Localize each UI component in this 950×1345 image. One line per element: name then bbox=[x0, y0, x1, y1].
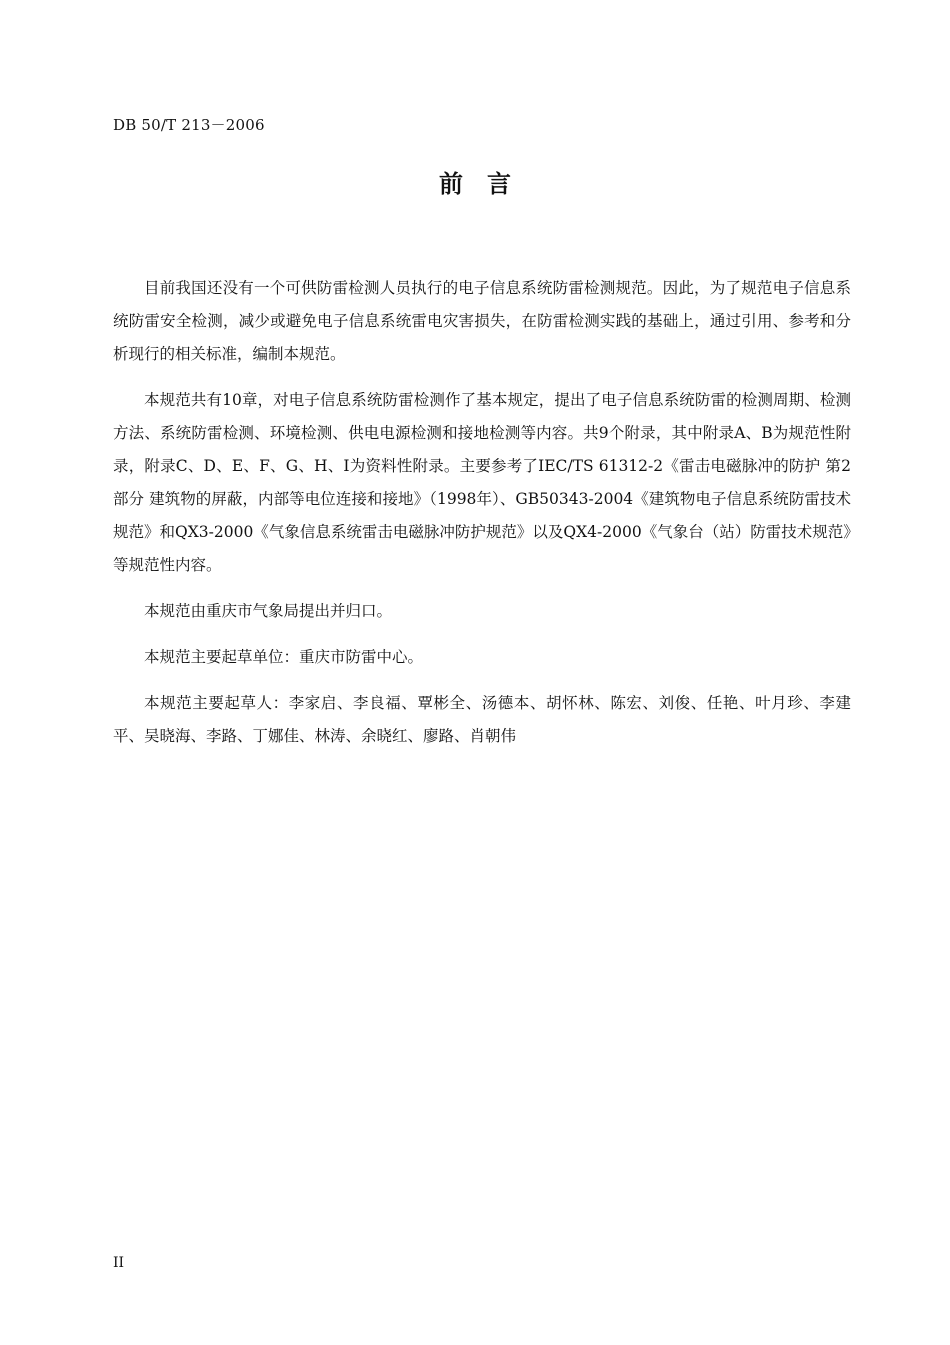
page-title: 前言 bbox=[439, 170, 535, 198]
document-code: DB 50/T 213－2006 bbox=[113, 116, 265, 134]
paragraph-drafters: 本规范主要起草人：李家启、李良福、覃彬全、汤德本、胡怀林、陈宏、刘俊、任艳、叶月珍、李建平、吴晓海、李路、丁娜佳、林涛、余晓红、廖路、肖朝伟 bbox=[113, 694, 851, 745]
paragraph-drafting-unit: 本规范主要起草单位：重庆市防雷中心。 bbox=[144, 648, 424, 666]
paragraph-structure: 本规范共有10章，对电子信息系统防雷检测作了基本规定，提出了电子信息系统防雷的检测周期、检测方法、系统防雷检测、环境检测、供电电源检测和接地检测等内容。共9个附录，其中附录A、B为规范性附录，附录C、D、E、F、G、H、I为资料性附录。主要参考了IEC/TS 61312-2《雷击电磁脉冲的防护 第2部分 建筑物的屏蔽，内部等电位连接和接地》（1998年）、GB50343-2004《建筑物电子信息系统防雷技术规范》和QX3-2000《气象信息系统雷击电磁脉冲防护规范》以及QX4-2000《气象台（站）防雷技术规范》等规范性内容。 bbox=[113, 391, 851, 574]
paragraph-background: 目前我国还没有一个可供防雷检测人员执行的电子信息系统防雷检测规范。因此，为了规范电子信息系统防雷安全检测，减少或避免电子信息系统雷电灾害损失，在防雷检测实践的基础上，通过引用、参考和分析现行的相关标准，编制本规范。 bbox=[113, 279, 851, 363]
preface-body bbox=[113, 272, 851, 766]
page-number: II bbox=[113, 1255, 125, 1271]
paragraph-proposer: 本规范由重庆市气象局提出并归口。 bbox=[144, 602, 393, 620]
